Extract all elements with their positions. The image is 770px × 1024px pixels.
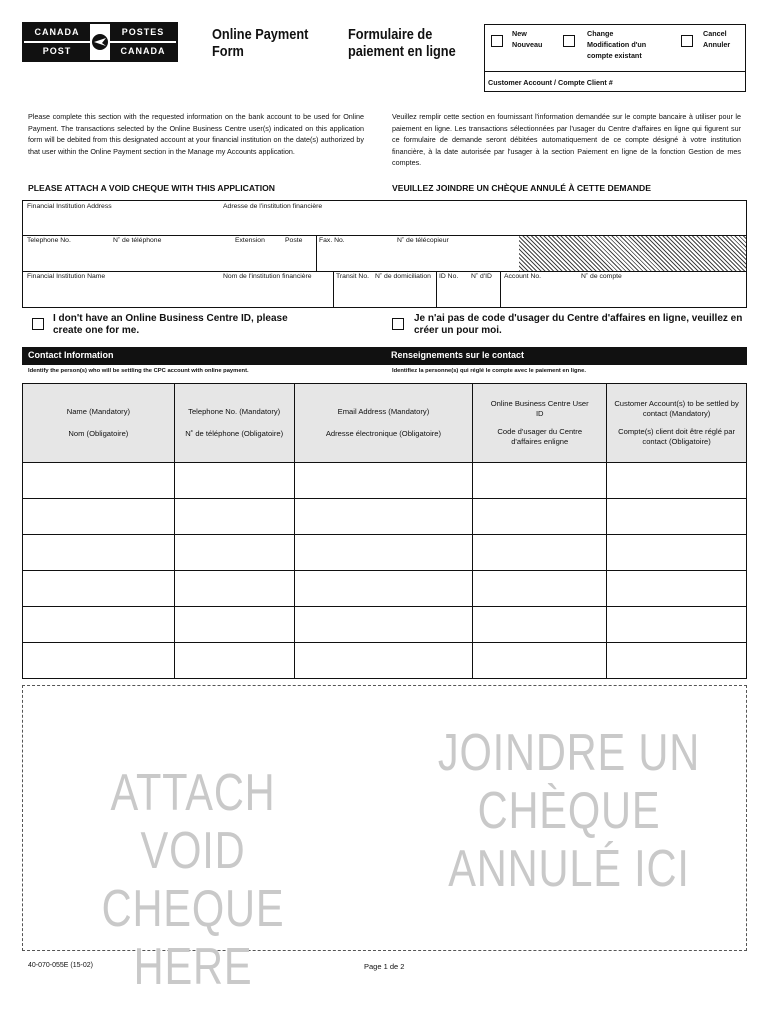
email-cell[interactable] <box>294 571 473 607</box>
attach-cheque-text-en: ATTACH VOID CHEQUE HERE <box>101 764 285 996</box>
user-id-cell[interactable] <box>473 643 607 679</box>
option-change-label: Change Modification d'un compte existant <box>587 29 647 60</box>
address-input[interactable] <box>23 203 746 233</box>
customer-account-label: Customer Account / Compte Client # <box>488 78 613 87</box>
name-cell[interactable] <box>23 571 175 607</box>
account-cell[interactable] <box>607 535 747 571</box>
email-cell[interactable] <box>294 607 473 643</box>
transit-label-en: Transit No. <box>336 273 369 280</box>
extension-label-fr: Poste <box>285 237 303 244</box>
contact-subtitle-fr: Identifiez la personne(s) qui réglé le compte avec le paiement en ligne. <box>392 368 586 374</box>
table-row <box>23 499 747 535</box>
cancel-checkbox[interactable] <box>681 35 693 47</box>
account-label-en: Account No. <box>504 273 542 280</box>
name-cell[interactable] <box>23 463 175 499</box>
telephone-label-en: Telephone No. <box>27 237 71 244</box>
table-row <box>23 643 747 679</box>
id-label-en: ID No. <box>439 273 459 280</box>
bank-info-grid <box>22 200 747 308</box>
contact-title-fr: Renseignements sur le contact <box>391 350 525 360</box>
fax-label-en: Fax. No. <box>319 237 345 244</box>
user-id-cell[interactable] <box>473 607 607 643</box>
account-cell[interactable] <box>607 571 747 607</box>
request-type-box <box>484 24 746 92</box>
user-id-cell[interactable] <box>473 499 607 535</box>
no-obc-id-checkbox-en[interactable] <box>32 318 44 330</box>
attach-cheque-text-fr: JOINDRE UN CHÈQUE ANNULÉ ICI <box>437 724 701 898</box>
email-cell[interactable] <box>294 463 473 499</box>
user-id-cell[interactable] <box>473 535 607 571</box>
column-header: Customer Account(s) to be settled by contact (Mandatory) Compte(s) client doit être réglé par contact (Obligatoire) <box>607 384 747 463</box>
phone-cell[interactable] <box>174 607 294 643</box>
user-id-cell[interactable] <box>473 463 607 499</box>
form-title-fr: Formulaire de paiement en ligne <box>348 26 456 60</box>
contact-subtitle-en: Identify the person(s) who will be settling the CPC account with online payment. <box>28 368 249 374</box>
attach-instruction-fr: VEUILLEZ JOINDRE UN CHÈQUE ANNULÉ À CETTE DEMANDE <box>392 183 651 193</box>
user-id-cell[interactable] <box>473 571 607 607</box>
table-row <box>23 607 747 643</box>
name-cell[interactable] <box>23 607 175 643</box>
page-number: Page 1 de 2 <box>364 962 405 971</box>
account-cell[interactable] <box>607 607 747 643</box>
contact-info-bar <box>22 347 747 365</box>
intro-text-fr: Veuillez remplir cette section en fournissant l'information demandée sur le compte bancaire à utiliser pour le paiement en ligne. Les transactions sélectionnées par l'usager du Centre d'affaires en ligne qui figurent sur ce formulaire de demande seront débitées automatiquement de ce compte désigné à votre institution financière, à la date autorisée par l'usager à la section Paiement en ligne de la fonction Gestion de mes comptes. <box>392 112 741 167</box>
id-label-fr: N˚ d'ID <box>471 273 492 280</box>
no-obc-id-text-fr: Je n'ai pas de code d'usager du Centre d'affaires en ligne, veuillez en créer un pour moi. <box>414 313 743 336</box>
form-number: 40-070-055E (15-02) <box>28 962 93 969</box>
new-checkbox[interactable] <box>491 35 503 47</box>
contact-title-en: Contact Information <box>28 350 114 360</box>
account-cell[interactable] <box>607 499 747 535</box>
column-header: Email Address (Mandatory) Adresse électronique (Obligatoire) <box>294 384 473 463</box>
address-label-fr: Adresse de l'institution financière <box>223 203 323 210</box>
account-label-fr: N˚ de compte <box>581 273 622 280</box>
email-cell[interactable] <box>294 535 473 571</box>
telephone-label-fr: N˚ de téléphone <box>113 237 162 244</box>
column-header: Telephone No. (Mandatory) N˚ de téléphone (Obligatoire) <box>174 384 294 463</box>
name-cell[interactable] <box>23 535 175 571</box>
extension-label-en: Extension <box>235 237 265 244</box>
canada-post-logo <box>22 22 178 62</box>
phone-cell[interactable] <box>174 571 294 607</box>
account-cell[interactable] <box>607 643 747 679</box>
institution-name-label-en: Financial Institution Name <box>27 273 106 280</box>
table-row <box>23 463 747 499</box>
change-checkbox[interactable] <box>563 35 575 47</box>
table-row <box>23 571 747 607</box>
option-new-label: New Nouveau <box>512 29 543 49</box>
email-cell[interactable] <box>294 643 473 679</box>
table-row <box>23 535 747 571</box>
name-cell[interactable] <box>23 499 175 535</box>
logo-text: CANADA <box>110 43 176 60</box>
institution-name-label-fr: Nom de l'institution financière <box>223 273 312 280</box>
no-obc-id-text-en: I don't have an Online Business Centre ID, please create one for me. <box>53 313 288 336</box>
name-cell[interactable] <box>23 643 175 679</box>
table-header-row <box>23 384 747 463</box>
option-cancel-label: Cancel Annuler <box>703 29 731 49</box>
email-cell[interactable] <box>294 499 473 535</box>
phone-cell[interactable] <box>174 463 294 499</box>
no-obc-id-checkbox-fr[interactable] <box>392 318 404 330</box>
phone-cell[interactable] <box>174 499 294 535</box>
logo-text: POST <box>24 43 90 60</box>
logo-text: CANADA <box>24 24 90 41</box>
phone-cell[interactable] <box>174 643 294 679</box>
hatched-area <box>519 236 746 271</box>
account-cell[interactable] <box>607 463 747 499</box>
column-header: Name (Mandatory) Nom (Obligatoire) <box>23 384 175 463</box>
phone-cell[interactable] <box>174 535 294 571</box>
transit-label-fr: N˚ de domiciliation <box>375 273 431 280</box>
fax-label-fr: N˚ de télécopieur <box>397 237 449 244</box>
address-label-en: Financial Institution Address <box>27 203 112 210</box>
attach-instruction-en: PLEASE ATTACH A VOID CHEQUE WITH THIS APPLICATION <box>28 183 275 193</box>
column-header: Online Business Centre User ID Code d'usager du Centre d'affaires enligne <box>473 384 607 463</box>
logo-text: POSTES <box>110 24 176 41</box>
form-title-en: Online Payment Form <box>212 26 309 60</box>
intro-text-en: Please complete this section with the requested information on the bank account to be used for Online Payment. The transactions selected by the Online Business Centre user(s) indicated on this application form will be debited from this designated account at your financial institution on the date(s) authorized by that user within the Online Payment section in the Manage my Accounts application. <box>28 112 364 156</box>
eagle-emblem-icon <box>90 24 110 60</box>
contact-table <box>22 383 747 679</box>
